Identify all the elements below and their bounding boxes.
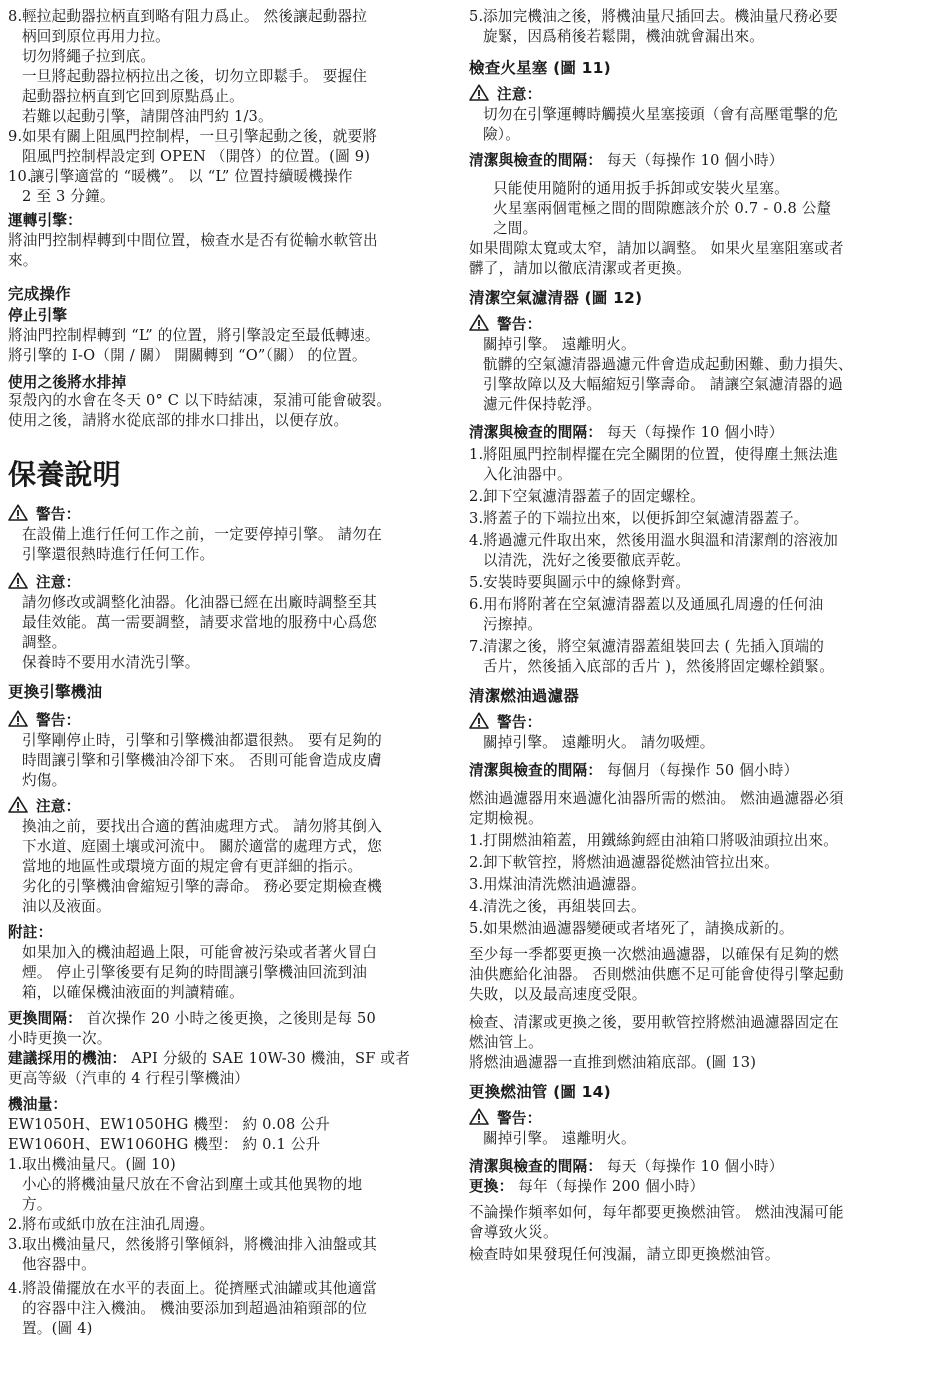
- body-text: 旋緊，因爲稍後若鬆開，機油就會漏出來。: [483, 28, 765, 45]
- list-number: 3.: [469, 876, 484, 893]
- list-text: 取出機油量尺。(圖 10): [22, 1156, 176, 1173]
- body-text: 保養時不要用水清洗引擎。: [22, 654, 200, 671]
- list-number: 1.: [8, 1156, 23, 1173]
- body-text: 檢查時如果發現任何洩漏，請立即更換燃油管。: [469, 1246, 780, 1263]
- list-number: 2.: [469, 488, 484, 505]
- body-text: 箱，以確保機油液面的判讀精確。: [22, 984, 244, 1001]
- list-item: [469, 530, 901, 551]
- body-text: 當地的地區性或環境方面的規定會有更詳細的指示。: [22, 858, 363, 875]
- body-text: 將引擎的 I-O（開 / 關） 開關轉到 “O”（關） 的位置。: [8, 347, 367, 364]
- list-item: [8, 6, 440, 27]
- warning-label: [469, 1108, 901, 1129]
- field-label: 清潔與檢查的間隔：: [469, 152, 603, 169]
- list-text: 將阻風門控制桿擺在完全關閉的位置，使得塵土無法進: [483, 446, 839, 463]
- body-text: 關掉引擎。 遠離明火。: [483, 336, 636, 353]
- warning-triangle-icon: [8, 710, 28, 727]
- body-text: 引擎還很熱時進行任何工作。: [22, 546, 215, 563]
- list-text: 安裝時要與圖示中的線條對齊。: [483, 574, 691, 591]
- field-value: 每個月（每操作 50 個小時）: [602, 762, 799, 779]
- list-number: 1.: [469, 832, 484, 849]
- list-text: 如果燃油過濾器變硬或者堵死了，請換成新的。: [483, 920, 794, 937]
- list-number: 10.: [8, 168, 32, 185]
- warning-label: [8, 796, 440, 817]
- body-text: 髒了，請加以徹底清潔或者更換。: [469, 260, 691, 277]
- body-text: 險）。: [483, 126, 521, 143]
- body-text: 入化油器中。: [483, 466, 572, 483]
- body-text: 只能使用隨附的通用扳手拆卸或安裝火星塞。: [493, 180, 789, 197]
- warning-triangle-icon: [8, 796, 28, 813]
- body-text: 如果加入的機油超過上限，可能會被污染或者著火冒白: [22, 944, 378, 961]
- list-item: [469, 444, 901, 465]
- list-item: [469, 6, 901, 27]
- labeled-value: [469, 1176, 901, 1197]
- list-text: 用布將附著在空氣濾清器蓋以及通風孔周邊的任何油: [483, 596, 824, 613]
- warning-triangle-icon: [8, 504, 28, 521]
- list-item: [469, 636, 901, 657]
- list-item: [8, 1154, 440, 1175]
- body-text: 方。: [22, 1196, 52, 1213]
- list-text: 打開燃油箱蓋，用鐵絲鉤經由油箱口將吸油頭拉出來。: [483, 832, 839, 849]
- body-text: 更高等級（汽車的 4 行程引擎機油）: [8, 1070, 250, 1087]
- list-item: [469, 486, 901, 507]
- warning-label-text: 警告：: [36, 712, 81, 729]
- warning-label: [469, 712, 901, 733]
- list-text: 添加完機油之後，將機油量尺插回去。機油量尺務必要: [483, 8, 839, 25]
- body-text: 失敗，以及最高速度受限。: [469, 986, 647, 1003]
- body-text: 骯髒的空氣濾清器過濾元件會造成起動困難、動力損失、: [483, 356, 853, 373]
- body-text: 燃油管上。: [469, 1034, 543, 1051]
- body-text: 將油門控制桿轉到中間位置，檢查水是否有從輸水軟管出: [8, 232, 378, 249]
- body-text: 煙。 停止引擎後要有足夠的時間讓引擎機油回流到油: [22, 964, 368, 981]
- list-item: [8, 1278, 440, 1299]
- body-text: 油以及液面。: [22, 898, 111, 915]
- section-heading: 清潔燃油過濾器: [469, 687, 579, 705]
- warning-label: [8, 710, 440, 731]
- field-label: 建議採用的機油：: [8, 1050, 127, 1067]
- warning-triangle-icon: [469, 1108, 489, 1125]
- warning-label-text: 警告：: [497, 714, 542, 731]
- body-text: 最佳效能。萬一需要調整，請要求當地的服務中心爲您: [22, 614, 378, 631]
- body-text: 不論操作頻率如何，每年都要更換燃油管。 燃油洩漏可能: [469, 1204, 844, 1221]
- body-text: 定期檢視。: [469, 810, 543, 827]
- subheading: 附註：: [8, 924, 53, 941]
- body-text: 火星塞兩個電極之間的間隙應該介於 0.7 - 0.8 公釐: [493, 200, 832, 217]
- list-text: 將布或紙巾放在注油孔周邊。: [22, 1216, 215, 1233]
- body-text: 會導致火災。: [469, 1224, 558, 1241]
- warning-triangle-icon: [469, 314, 489, 331]
- field-label: 清潔與檢查的間隔：: [469, 1158, 603, 1175]
- labeled-value: [8, 1048, 440, 1069]
- list-text: 卸下軟管控，將燃油過濾器從燃油管拉出來。: [483, 854, 779, 871]
- body-text: 使用之後，請將水從底部的排水口排出，以便存放。: [8, 412, 349, 429]
- list-item: [469, 852, 901, 873]
- section-heading: 更換引擎機油: [8, 683, 103, 701]
- warning-label: [469, 84, 901, 105]
- list-number: 6.: [469, 596, 484, 613]
- section-heading: 更換燃油管 (圖 14): [469, 1083, 611, 1101]
- list-item: [469, 830, 901, 851]
- body-text: 引擎故障以及大幅縮短引擎壽命。 請讓空氣濾清器的過: [483, 376, 843, 393]
- body-text: 起動器拉柄直到它回到原點爲止。: [22, 88, 244, 105]
- body-text: 小心的將機油量尺放在不會沾到塵土或其他異物的地: [22, 1176, 363, 1193]
- warning-triangle-icon: [469, 84, 489, 101]
- list-number: 3.: [8, 1236, 23, 1253]
- body-text: 灼傷。: [22, 772, 67, 789]
- field-value: 首次操作 20 小時之後更換，之後則是每 50: [81, 1010, 376, 1027]
- warning-label: [8, 504, 440, 525]
- field-value: 每天（每操作 10 個小時）: [602, 152, 784, 169]
- subheading: 使用之後將水排掉: [8, 374, 127, 391]
- section-heading: 清潔空氣濾清器 (圖 12): [469, 289, 643, 307]
- list-text: 將設備擺放在水平的表面上。從擠壓式油罐或其他適當: [22, 1280, 378, 1297]
- body-text: 換油之前，要找出合適的舊油處理方式。 請勿將其倒入: [22, 818, 382, 835]
- field-value: 每年（每操作 200 個小時）: [513, 1178, 705, 1195]
- warning-label-text: 警告：: [497, 1110, 542, 1127]
- labeled-value: [469, 422, 901, 443]
- list-text: 清洗之後，再組裝回去。: [483, 898, 646, 915]
- field-label: 更換：: [469, 1178, 514, 1195]
- body-text: 至少每一季都要更換一次燃油過濾器，以確保有足夠的燃: [469, 946, 839, 963]
- body-text: 若難以起動引擎，請開啓油門約 1/3。: [22, 108, 273, 125]
- warning-label-text: 注意：: [36, 574, 81, 591]
- body-text: 請勿修改或調整化油器。化油器已經在出廠時調整至其: [22, 594, 378, 611]
- body-text: 關掉引擎。 遠離明火。: [483, 1130, 636, 1147]
- list-item: [8, 166, 440, 187]
- field-label: 清潔與檢查的間隔：: [469, 424, 603, 441]
- body-text: 阻風門控制桿設定到 OPEN （開啓）的位置。(圖 9): [22, 148, 371, 165]
- body-text: 濾元件保持乾淨。: [483, 396, 602, 413]
- body-text: 調整。: [22, 634, 67, 651]
- list-text: 輕拉起動器拉柄直到略有阻力爲止。 然後讓起動器拉: [22, 8, 368, 25]
- body-text: 油供應給化油器。 否則燃油供應不足可能會使得引擎起動: [469, 966, 844, 983]
- body-text: EW1060H、EW1060HG 機型： 約 0.1 公升: [8, 1136, 321, 1153]
- list-number: 2.: [8, 1216, 23, 1233]
- list-number: 5.: [469, 8, 484, 25]
- warning-label: [8, 572, 440, 593]
- body-text: 關掉引擎。 遠離明火。 請勿吸煙。: [483, 734, 715, 751]
- subheading: 機油量：: [8, 1096, 68, 1113]
- list-text: 卸下空氣濾清器蓋子的固定螺栓。: [483, 488, 705, 505]
- body-text: 如果間隙太寬或太窄，請加以調整。 如果火星塞阻塞或者: [469, 240, 844, 257]
- list-number: 5.: [469, 574, 484, 591]
- body-text: 劣化的引擎機油會縮短引擎的壽命。 務必要定期檢查機: [22, 878, 382, 895]
- body-text: 將燃油過濾器一直推到燃油箱底部。(圖 13): [469, 1054, 757, 1071]
- body-text: 一旦將起動器拉柄拉出之後，切勿立即鬆手。 要握住: [22, 68, 368, 85]
- list-item: [8, 1234, 440, 1255]
- body-text: 引擎剛停止時，引擎和引擎機油都還很熱。 要有足夠的: [22, 732, 382, 749]
- list-item: [469, 594, 901, 615]
- section-heading: 檢查火星塞 (圖 11): [469, 59, 611, 77]
- section-title: 保養說明: [8, 458, 121, 491]
- body-text: EW1050H、EW1050HG 機型： 約 0.08 公升: [8, 1116, 330, 1133]
- list-text: 用煤油清洗燃油過濾器。: [483, 876, 646, 893]
- body-text: 將油門控制桿轉到 “L” 的位置，將引擎設定至最低轉速。: [8, 327, 380, 344]
- list-item: [469, 918, 901, 939]
- field-label: 更換間隔：: [8, 1010, 82, 1027]
- body-text: 置。(圖 4): [22, 1320, 93, 1337]
- body-text: 的容器中注入機油。 機油要添加到超過油箱頸部的位: [22, 1300, 368, 1317]
- list-number: 9.: [8, 128, 23, 145]
- list-item: [469, 572, 901, 593]
- list-item: [469, 508, 901, 529]
- warning-triangle-icon: [8, 572, 28, 589]
- body-text: 燃油過濾器用來過濾化油器所需的燃油。 燃油過濾器必須: [469, 790, 844, 807]
- labeled-value: [8, 1008, 440, 1029]
- body-text: 切勿在引擎運轉時觸摸火星塞接頭（會有高壓電擊的危: [483, 106, 839, 123]
- warning-label-text: 警告：: [497, 316, 542, 333]
- list-text: 取出機油量尺，然後將引擎傾斜，將機油排入油盤或其: [22, 1236, 378, 1253]
- list-item: [8, 1214, 440, 1235]
- warning-label-text: 注意：: [36, 798, 81, 815]
- field-value: API 分級的 SAE 10W-30 機油，SF 或者: [126, 1050, 410, 1067]
- warning-triangle-icon: [469, 712, 489, 729]
- list-number: 8.: [8, 8, 23, 25]
- labeled-value: [469, 760, 901, 781]
- list-text: 將過濾元件取出來，然後用溫水與溫和清潔劑的溶液加: [483, 532, 839, 549]
- body-text: 在設備上進行任何工作之前，一定要停掉引擎。 請勿在: [22, 526, 382, 543]
- body-text: 時間讓引擎和引擎機油冷卻下來。 否則可能會造成皮膚: [22, 752, 382, 769]
- field-value: 每天（每操作 10 個小時）: [602, 1158, 784, 1175]
- subheading: 停止引擎: [8, 307, 68, 324]
- warning-label-text: 注意：: [497, 86, 542, 103]
- field-label: 清潔與檢查的間隔：: [469, 762, 603, 779]
- body-text: 以清洗，洗好之後要徹底弄乾。: [483, 552, 691, 569]
- body-text: 2 至 3 分鐘。: [22, 188, 115, 205]
- body-text: 來。: [8, 252, 38, 269]
- body-text: 檢查、清潔或更換之後，要用軟管控將燃油過濾器固定在: [469, 1014, 839, 1031]
- body-text: 舌片，然後插入底部的舌片 )，然後將固定螺栓鎖緊。: [483, 658, 834, 675]
- body-text: 下水道、庭園土壤或河流中。 關於適當的處理方式，您: [22, 838, 382, 855]
- body-text: 小時更換一次。: [8, 1030, 112, 1047]
- body-text: 他容器中。: [22, 1256, 96, 1273]
- list-number: 4.: [469, 532, 484, 549]
- list-text: 將蓋子的下端拉出來，以便拆卸空氣濾清器蓋子。: [483, 510, 809, 527]
- list-text: 如果有關上阻風門控制桿，一旦引擎起動之後，就要將: [22, 128, 378, 145]
- warning-label-text: 警告：: [36, 506, 81, 523]
- list-number: 7.: [469, 638, 484, 655]
- list-number: 4.: [8, 1280, 23, 1297]
- list-number: 3.: [469, 510, 484, 527]
- list-text: 清潔之後，將空氣濾清器蓋組裝回去 ( 先插入頂端的: [483, 638, 825, 655]
- body-text: 污擦掉。: [483, 616, 543, 633]
- body-text: 柄回到原位再用力拉。: [22, 28, 170, 45]
- list-text: 讓引擎適當的 “暖機”。 以 “L” 位置持續暖機操作: [30, 168, 353, 185]
- subheading: 運轉引擎：: [8, 212, 82, 229]
- list-number: 2.: [469, 854, 484, 871]
- labeled-value: [469, 1156, 901, 1177]
- list-item: [469, 896, 901, 917]
- list-number: 1.: [469, 446, 484, 463]
- warning-label: [469, 314, 901, 335]
- section-heading: 完成操作: [8, 285, 71, 303]
- list-item: [8, 126, 440, 147]
- field-value: 每天（每操作 10 個小時）: [602, 424, 784, 441]
- list-item: [469, 874, 901, 895]
- list-number: 4.: [469, 898, 484, 915]
- body-text: 之間。: [493, 220, 538, 237]
- body-text: 泵殼內的水會在冬天 0° C 以下時結凍，泵浦可能會破裂。: [8, 392, 392, 409]
- list-number: 5.: [469, 920, 484, 937]
- body-text: 切勿將繩子拉到底。: [22, 48, 156, 65]
- labeled-value: [469, 150, 901, 171]
